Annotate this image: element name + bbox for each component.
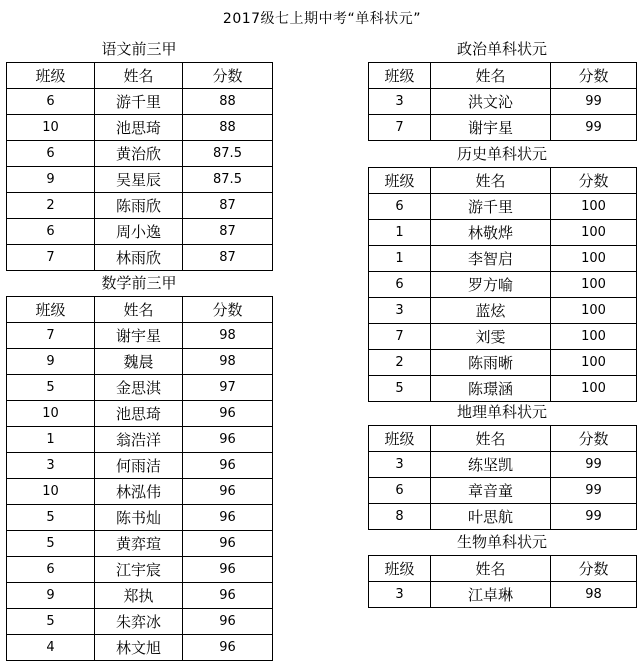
name-cell: 周小逸 <box>95 219 183 245</box>
class-cell: 6 <box>369 194 431 220</box>
name-cell: 练坚凯 <box>431 452 551 478</box>
table-row <box>7 609 273 635</box>
geography-table <box>368 425 637 530</box>
name-cell: 罗方喻 <box>431 272 551 298</box>
score-cell: 98 <box>183 349 273 375</box>
header-score: 分数 <box>183 63 273 89</box>
score-cell: 97 <box>183 375 273 401</box>
header-name: 姓名 <box>431 556 551 582</box>
header-score: 分数 <box>551 556 637 582</box>
score-cell: 96 <box>183 583 273 609</box>
table-row <box>7 583 273 609</box>
table-row <box>369 582 637 608</box>
name-cell: 章音童 <box>431 478 551 504</box>
score-cell: 99 <box>551 452 637 478</box>
name-cell: 李智启 <box>431 246 551 272</box>
class-cell: 10 <box>7 401 95 427</box>
class-cell: 7 <box>369 115 431 141</box>
class-cell: 3 <box>369 89 431 115</box>
table-row <box>369 376 637 402</box>
header-class: 班级 <box>369 63 431 89</box>
table-row <box>369 324 637 350</box>
name-cell: 朱弈冰 <box>95 609 183 635</box>
page-title: 2017级七上期中考“单科状元” <box>222 11 422 27</box>
header-name: 姓名 <box>431 63 551 89</box>
header-name: 姓名 <box>95 297 183 323</box>
header-name: 姓名 <box>431 426 551 452</box>
table-row <box>7 349 273 375</box>
class-cell: 7 <box>7 323 95 349</box>
header-class: 班级 <box>7 63 95 89</box>
score-cell: 100 <box>551 376 637 402</box>
header-name: 姓名 <box>431 168 551 194</box>
class-cell: 5 <box>7 505 95 531</box>
class-cell: 2 <box>369 350 431 376</box>
table-row <box>7 193 273 219</box>
class-cell: 6 <box>7 141 95 167</box>
class-cell: 6 <box>369 272 431 298</box>
score-cell: 96 <box>183 401 273 427</box>
score-cell: 100 <box>551 298 637 324</box>
politics-table <box>368 62 637 141</box>
class-cell: 6 <box>369 478 431 504</box>
table-row <box>369 298 637 324</box>
score-cell: 96 <box>183 635 273 661</box>
score-cell: 96 <box>183 453 273 479</box>
table-row <box>369 478 637 504</box>
math-table <box>6 296 273 661</box>
score-cell: 87.5 <box>183 141 273 167</box>
score-cell: 99 <box>551 89 637 115</box>
table-row <box>7 635 273 661</box>
name-cell: 洪文沁 <box>431 89 551 115</box>
score-cell: 100 <box>551 350 637 376</box>
score-cell: 100 <box>551 194 637 220</box>
table-row <box>369 194 637 220</box>
header-score: 分数 <box>551 426 637 452</box>
header-class: 班级 <box>369 556 431 582</box>
class-cell: 9 <box>7 583 95 609</box>
name-cell: 魏晨 <box>95 349 183 375</box>
chinese-caption: 语文前三甲 <box>101 40 177 58</box>
table-row <box>369 246 637 272</box>
table-row <box>369 89 637 115</box>
table-row <box>7 219 273 245</box>
header-score: 分数 <box>551 168 637 194</box>
class-cell: 9 <box>7 167 95 193</box>
class-cell: 5 <box>7 609 95 635</box>
class-cell: 7 <box>369 324 431 350</box>
table-row <box>7 245 273 271</box>
table-row <box>7 479 273 505</box>
score-cell: 96 <box>183 427 273 453</box>
class-cell: 2 <box>7 193 95 219</box>
name-cell: 陈书灿 <box>95 505 183 531</box>
score-cell: 96 <box>183 609 273 635</box>
name-cell: 黄弈瑄 <box>95 531 183 557</box>
name-cell: 刘雯 <box>431 324 551 350</box>
table-row <box>7 453 273 479</box>
score-cell: 100 <box>551 272 637 298</box>
header-class: 班级 <box>7 297 95 323</box>
politics-caption: 政治单科状元 <box>456 40 547 58</box>
header-class: 班级 <box>369 426 431 452</box>
class-cell: 10 <box>7 115 95 141</box>
score-cell: 88 <box>183 115 273 141</box>
history-caption: 历史单科状元 <box>456 145 547 163</box>
score-cell: 100 <box>551 324 637 350</box>
name-cell: 林雨欣 <box>95 245 183 271</box>
header-row <box>369 556 637 582</box>
name-cell: 蓝炫 <box>431 298 551 324</box>
score-cell: 87.5 <box>183 167 273 193</box>
header-row <box>369 168 637 194</box>
table-row <box>7 323 273 349</box>
score-cell: 96 <box>183 557 273 583</box>
header-row <box>7 63 273 89</box>
name-cell: 林敬烨 <box>431 220 551 246</box>
score-cell: 96 <box>183 479 273 505</box>
header-score: 分数 <box>183 297 273 323</box>
class-cell: 5 <box>7 531 95 557</box>
table-row <box>369 504 637 530</box>
score-cell: 98 <box>551 582 637 608</box>
name-cell: 池思琦 <box>95 401 183 427</box>
name-cell: 谢宇星 <box>431 115 551 141</box>
name-cell: 何雨洁 <box>95 453 183 479</box>
class-cell: 4 <box>7 635 95 661</box>
score-cell: 100 <box>551 246 637 272</box>
table-row <box>7 401 273 427</box>
table-row <box>7 141 273 167</box>
class-cell: 3 <box>369 452 431 478</box>
score-cell: 87 <box>183 193 273 219</box>
table-row <box>7 167 273 193</box>
table-row <box>7 557 273 583</box>
header-row <box>7 297 273 323</box>
class-cell: 3 <box>369 298 431 324</box>
name-cell: 翁浩洋 <box>95 427 183 453</box>
name-cell: 陈雨晰 <box>431 350 551 376</box>
math-caption: 数学前三甲 <box>101 274 177 292</box>
class-cell: 10 <box>7 479 95 505</box>
name-cell: 林文旭 <box>95 635 183 661</box>
class-cell: 1 <box>369 220 431 246</box>
score-cell: 87 <box>183 219 273 245</box>
name-cell: 池思琦 <box>95 115 183 141</box>
name-cell: 金思淇 <box>95 375 183 401</box>
header-class: 班级 <box>369 168 431 194</box>
score-cell: 99 <box>551 504 637 530</box>
class-cell: 1 <box>7 427 95 453</box>
name-cell: 游千里 <box>95 89 183 115</box>
table-row <box>369 452 637 478</box>
name-cell: 江卓琳 <box>431 582 551 608</box>
table-row <box>7 115 273 141</box>
class-cell: 8 <box>369 504 431 530</box>
name-cell: 郑执 <box>95 583 183 609</box>
geography-caption: 地理单科状元 <box>456 403 547 421</box>
name-cell: 吴星辰 <box>95 167 183 193</box>
score-cell: 87 <box>183 245 273 271</box>
name-cell: 黄治欣 <box>95 141 183 167</box>
table-row <box>7 375 273 401</box>
class-cell: 7 <box>7 245 95 271</box>
class-cell: 5 <box>369 376 431 402</box>
score-cell: 100 <box>551 220 637 246</box>
header-row <box>369 63 637 89</box>
score-cell: 99 <box>551 478 637 504</box>
class-cell: 6 <box>7 89 95 115</box>
name-cell: 江宇宸 <box>95 557 183 583</box>
table-row <box>7 531 273 557</box>
header-score: 分数 <box>551 63 637 89</box>
table-row <box>369 350 637 376</box>
class-cell: 9 <box>7 349 95 375</box>
biology-caption: 生物单科状元 <box>456 533 547 551</box>
name-cell: 游千里 <box>431 194 551 220</box>
name-cell: 林泓伟 <box>95 479 183 505</box>
name-cell: 陈璟涵 <box>431 376 551 402</box>
chinese-table <box>6 62 273 271</box>
class-cell: 5 <box>7 375 95 401</box>
header-name: 姓名 <box>95 63 183 89</box>
table-row <box>7 89 273 115</box>
score-cell: 98 <box>183 323 273 349</box>
class-cell: 1 <box>369 246 431 272</box>
biology-table <box>368 555 637 608</box>
score-cell: 99 <box>551 115 637 141</box>
table-row <box>369 115 637 141</box>
class-cell: 6 <box>7 219 95 245</box>
score-cell: 88 <box>183 89 273 115</box>
table-row <box>369 272 637 298</box>
name-cell: 谢宇星 <box>95 323 183 349</box>
header-row <box>369 426 637 452</box>
class-cell: 6 <box>7 557 95 583</box>
name-cell: 陈雨欣 <box>95 193 183 219</box>
score-cell: 96 <box>183 531 273 557</box>
table-row <box>7 505 273 531</box>
table-row <box>7 427 273 453</box>
score-cell: 96 <box>183 505 273 531</box>
class-cell: 3 <box>7 453 95 479</box>
table-row <box>369 220 637 246</box>
history-table <box>368 167 637 402</box>
name-cell: 叶思航 <box>431 504 551 530</box>
class-cell: 3 <box>369 582 431 608</box>
